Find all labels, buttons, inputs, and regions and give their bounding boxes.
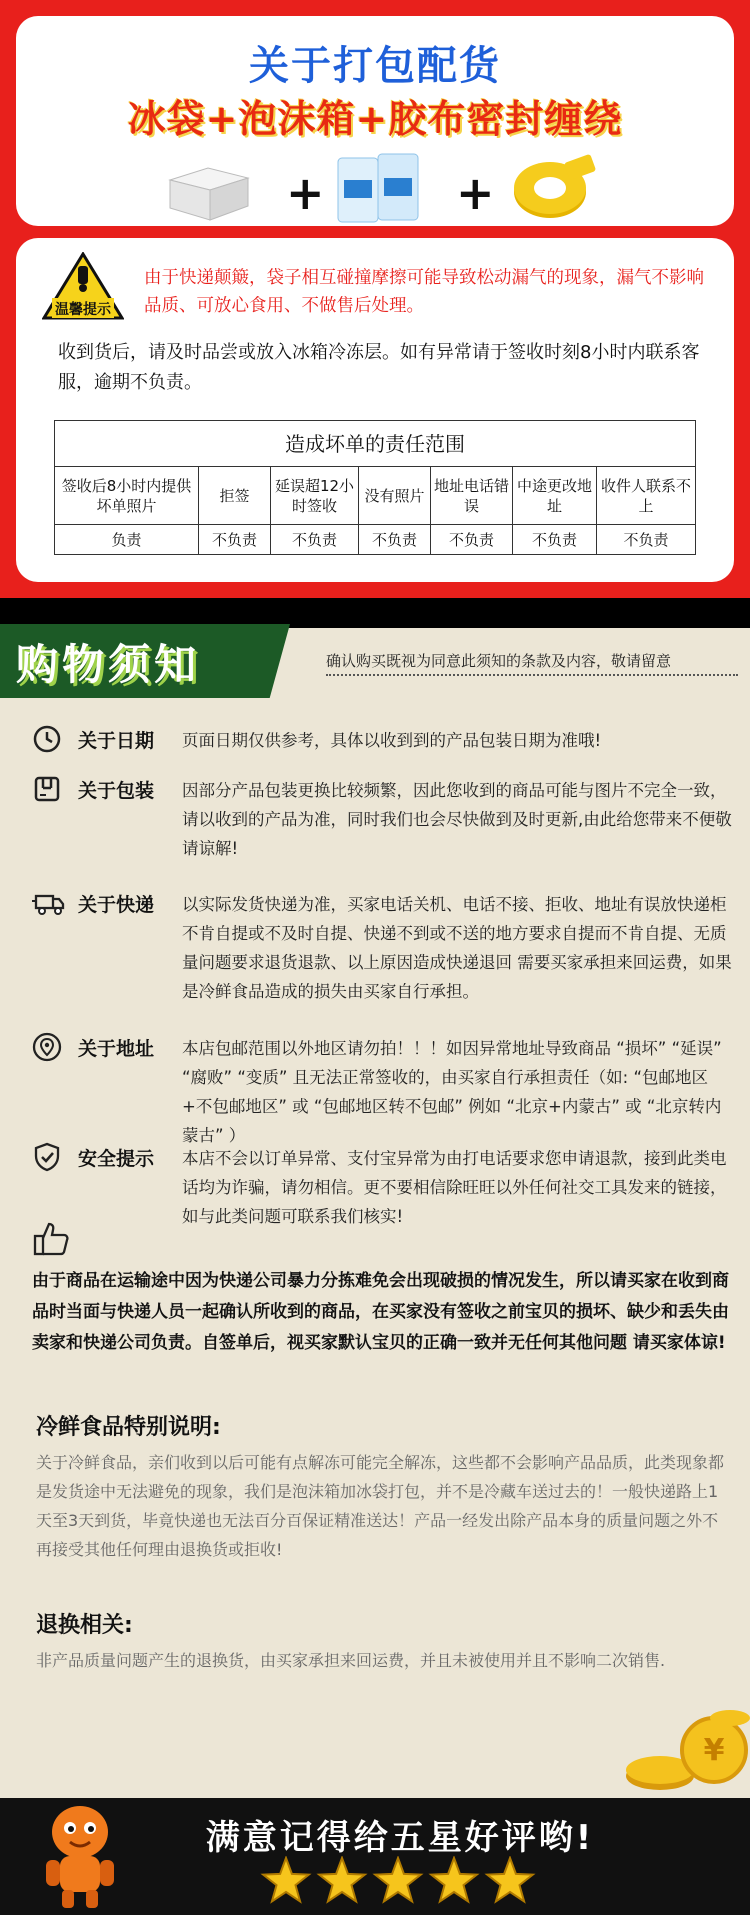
section-body: 页面日期仅供参考，具体以收到到的产品包装日期为准哦! bbox=[182, 731, 602, 750]
responsibility-table bbox=[54, 420, 696, 555]
notice-note: 确认购买既视为同意此须知的条款及内容，敬请留意 bbox=[326, 652, 672, 670]
table-cell-result: 不负责 bbox=[359, 525, 431, 555]
warning-text: 由于快递颠簸，袋子相互碰撞摩擦可能导致松动漏气的现象，漏气不影响品质、可放心食用、不做售后处理。 bbox=[144, 268, 704, 316]
notice-title: 购物须知 bbox=[16, 640, 201, 689]
receipt-notice: 收到货后，请及时品尝或放入冰箱冷冻层。如有异常请于签收时刻8小时内联系客服，逾期不负责。 bbox=[58, 342, 700, 393]
thumbs-up-icon bbox=[32, 1220, 70, 1258]
packing-title: 关于打包配货 bbox=[249, 43, 501, 89]
dotted-divider bbox=[326, 674, 738, 676]
table-cell-result: 不负责 bbox=[271, 525, 359, 555]
table-cell-result: 不负责 bbox=[199, 525, 271, 555]
ice-bag-icon bbox=[334, 150, 424, 226]
star-icon bbox=[263, 1858, 309, 1901]
section-title: 关于日期 bbox=[78, 730, 155, 752]
tape-roll-icon bbox=[506, 152, 596, 222]
section-title: 关于快递 bbox=[78, 894, 155, 916]
section-title: 安全提示 bbox=[78, 1148, 155, 1170]
packing-section bbox=[0, 0, 750, 598]
clock-icon bbox=[32, 724, 62, 754]
warning-icon bbox=[42, 252, 124, 326]
warning-badge-text: 温馨提示 bbox=[55, 302, 111, 318]
section-body: 本店包邮范围以外地区请勿拍！！！如因异常地址导致商品 “损坏” “延误” “腐败” “变质” 且无法正常签收的，由买家自行承担责任（如: “包邮地区+不包邮地区” 或 “包邮地区转不包邮” 例如 “北京+内蒙古” 或 “北京转内蒙古” ） bbox=[182, 1039, 722, 1145]
table-cell-condition: 拒签 bbox=[199, 467, 271, 525]
mascot-icon bbox=[40, 1798, 120, 1912]
star-icon bbox=[487, 1858, 533, 1901]
divider-band bbox=[0, 598, 750, 628]
truck-icon bbox=[32, 888, 66, 918]
location-icon bbox=[32, 1032, 62, 1062]
table-cell-result: 不负责 bbox=[513, 525, 597, 555]
table-cell-condition: 没有照片 bbox=[359, 467, 431, 525]
section-title: 关于包装 bbox=[78, 780, 155, 802]
table-cell-condition: 签收后8小时内提供坏单照片 bbox=[55, 467, 199, 525]
footer-band bbox=[0, 1798, 750, 1915]
star-icon bbox=[431, 1858, 477, 1901]
table-cell-result: 负责 bbox=[55, 525, 199, 555]
packing-items bbox=[16, 146, 734, 226]
return-heading: 退换相关: bbox=[36, 1613, 133, 1638]
shield-check-icon bbox=[32, 1142, 62, 1172]
foam-box-icon bbox=[164, 160, 252, 222]
table-cell-condition: 中途更改地址 bbox=[513, 467, 597, 525]
plus-sign: + bbox=[456, 166, 495, 220]
responsibility-table-title: 造成坏单的责任范围 bbox=[55, 421, 696, 467]
fresh-food-heading: 冷鲜食品特别说明: bbox=[36, 1415, 221, 1440]
table-cell-condition: 延误超12小时签收 bbox=[271, 467, 359, 525]
review-prompt: 满意记得给五星好评哟! bbox=[205, 1818, 595, 1858]
table-cell-result: 不负责 bbox=[431, 525, 513, 555]
section-body: 本店不会以订单异常、支付宝异常为由打电话要求您申请退款，接到此类电话均为诈骗，请勿相信。更不要相信除旺旺以外任何社交工具发来的链接，如与此类问题可联系我们核实! bbox=[182, 1149, 727, 1226]
section-title: 关于地址 bbox=[78, 1038, 155, 1060]
gold-coins-icon bbox=[620, 1706, 750, 1796]
five-star-rating bbox=[258, 1856, 538, 1906]
section-body: 以实际发货快递为准，买家电话关机、电话不接、拒收、地址有误放快递柜不肯自提或不及时自提、快递不到或不送的地方要求自提而不肯自提、无质量问题要求退货退款、以上原因造成快递退回 需要买家承担来回运费，如果是冷鲜食品造成的损失由买家自行承担。 bbox=[182, 895, 732, 1001]
star-icon bbox=[375, 1858, 421, 1901]
table-cell-condition: 地址电话错误 bbox=[431, 467, 513, 525]
table-cell-condition: 收件人联系不上 bbox=[597, 467, 696, 525]
shopping-notice-section bbox=[0, 598, 750, 1798]
plus-sign: + bbox=[286, 166, 325, 220]
table-cell-result: 不负责 bbox=[597, 525, 696, 555]
package-icon bbox=[32, 774, 62, 804]
packing-subtitle: 冰袋+泡沫箱+胶布密封缠绕 bbox=[127, 97, 623, 141]
return-text: 非产品质量问题产生的退换货，由买家承担来回运费，并且未被使用并且不影响二次销售. bbox=[36, 1651, 666, 1670]
warning-card bbox=[16, 238, 734, 582]
section-body: 因部分产品包装更换比较频繁，因此您收到的商品可能与图片不完全一致，请以收到的产品为准，同时我们也会尽快做到及时更新,由此给您带来不便敬请谅解! bbox=[182, 781, 732, 858]
fresh-food-text: 关于冷鲜食品，亲们收到以后可能有点解冻可能完全解冻，这些都不会影响产品品质，此类现象都是发货途中无法避免的现象，我们是泡沫箱加冰袋打包，并不是冷藏车送过去的！一般快递路上1天至3天到货，毕竟快递也无法百分百保证精准送达！产品一经发出除产品本身的质量问题之外不再接受其他任何理由退换货或拒收! bbox=[36, 1453, 725, 1559]
packing-card bbox=[16, 16, 734, 226]
damage-policy-text: 由于商品在运输途中因为快递公司暴力分拣难免会出现破损的情况发生，所以请买家在收到商品时当面与快递人员一起确认所收到的商品，在买家没有签收之前宝贝的损坏、缺少和丢失由卖家和快递公司负责。自签单后，视买家默认宝贝的正确一致并无任何其他问题 请买家体谅! bbox=[32, 1271, 729, 1353]
svg-text:¥: ¥ bbox=[703, 1733, 725, 1768]
star-icon bbox=[319, 1858, 365, 1901]
